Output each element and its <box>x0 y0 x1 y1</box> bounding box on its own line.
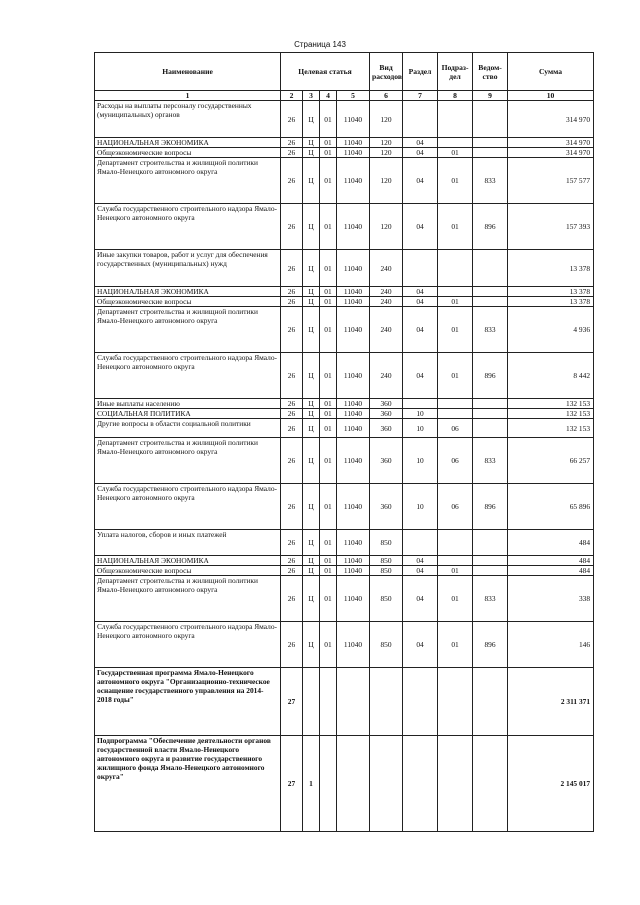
row-cell-c5: 11040 <box>337 138 370 148</box>
row-cell-c6: 850 <box>370 530 403 556</box>
row-cell-c5: 11040 <box>337 101 370 138</box>
row-cell-c5: 11040 <box>337 438 370 484</box>
row-cell-c5: 11040 <box>337 576 370 622</box>
row-name: Департамент строительства и жилищной политики Ямало-Ненецкого автономного округа <box>95 307 281 353</box>
row-cell-c7: 10 <box>403 438 438 484</box>
row-cell-c7 <box>403 250 438 287</box>
row-cell-c3 <box>303 668 320 736</box>
column-number: 3 <box>303 91 320 101</box>
row-sum: 314 970 <box>508 148 594 158</box>
row-cell-c4: 01 <box>320 204 337 250</box>
row-cell-c4: 01 <box>320 566 337 576</box>
row-cell-c3: Ц <box>303 556 320 566</box>
row-name: НАЦИОНАЛЬНАЯ ЭКОНОМИКА <box>95 556 281 566</box>
row-cell-c6: 120 <box>370 138 403 148</box>
row-cell-c4: 01 <box>320 148 337 158</box>
row-cell-c7 <box>403 668 438 736</box>
row-cell-c6: 120 <box>370 101 403 138</box>
row-cell-c8 <box>438 530 473 556</box>
row-cell-c4: 01 <box>320 419 337 438</box>
row-cell-c3: Ц <box>303 566 320 576</box>
row-cell-c3: Ц <box>303 399 320 409</box>
row-name: Государственная программа Ямало-Ненецкого автономного округа "Организационно-техническое оснащение государственного управления на 2014-2018 годы" <box>95 668 281 736</box>
row-cell-c3: Ц <box>303 576 320 622</box>
row-cell-c5: 11040 <box>337 530 370 556</box>
row-sum: 484 <box>508 566 594 576</box>
row-cell-c2: 26 <box>281 353 303 399</box>
row-cell-c2: 26 <box>281 204 303 250</box>
row-cell-c8: 01 <box>438 566 473 576</box>
row-cell-c7: 04 <box>403 138 438 148</box>
table-row <box>95 250 594 287</box>
header-row <box>95 53 594 91</box>
column-number-row <box>95 91 594 101</box>
row-cell-c4 <box>320 668 337 736</box>
row-cell-c8: 01 <box>438 353 473 399</box>
column-number: 7 <box>403 91 438 101</box>
row-cell-c9 <box>473 736 508 832</box>
row-cell-c2: 26 <box>281 576 303 622</box>
row-name: Служба государственного строительного надзора Ямало-Ненецкого автономного округа <box>95 353 281 399</box>
row-cell-c9: 833 <box>473 307 508 353</box>
table-row <box>95 307 594 353</box>
row-cell-c2: 26 <box>281 101 303 138</box>
row-cell-c7: 04 <box>403 566 438 576</box>
row-cell-c6 <box>370 736 403 832</box>
table-row <box>95 622 594 668</box>
row-cell-c9 <box>473 138 508 148</box>
row-cell-c4: 01 <box>320 250 337 287</box>
table-row <box>95 101 594 138</box>
row-cell-c8: 01 <box>438 297 473 307</box>
row-cell-c6: 240 <box>370 307 403 353</box>
row-cell-c5: 11040 <box>337 148 370 158</box>
row-cell-c2: 26 <box>281 158 303 204</box>
row-sum: 4 936 <box>508 307 594 353</box>
row-cell-c4 <box>320 736 337 832</box>
row-cell-c2: 26 <box>281 622 303 668</box>
row-cell-c3: Ц <box>303 287 320 297</box>
row-cell-c5 <box>337 668 370 736</box>
row-cell-c9 <box>473 530 508 556</box>
header-target-article: Целевая статья <box>281 53 370 91</box>
row-cell-c4: 01 <box>320 287 337 297</box>
row-cell-c7: 04 <box>403 622 438 668</box>
row-cell-c6: 850 <box>370 622 403 668</box>
row-cell-c7: 04 <box>403 297 438 307</box>
table-row <box>95 148 594 158</box>
row-cell-c7: 10 <box>403 419 438 438</box>
header-department: Ведом-ство <box>473 53 508 91</box>
row-cell-c2: 26 <box>281 297 303 307</box>
row-cell-c9: 833 <box>473 158 508 204</box>
row-cell-c2: 26 <box>281 138 303 148</box>
row-cell-c8: 06 <box>438 419 473 438</box>
row-cell-c8: 06 <box>438 484 473 530</box>
row-sum: 65 896 <box>508 484 594 530</box>
column-number: 8 <box>438 91 473 101</box>
row-cell-c4: 01 <box>320 138 337 148</box>
row-cell-c2: 26 <box>281 399 303 409</box>
table-row <box>95 530 594 556</box>
row-sum: 146 <box>508 622 594 668</box>
row-name: Департамент строительства и жилищной политики Ямало-Ненецкого автономного округа <box>95 158 281 204</box>
table-row <box>95 419 594 438</box>
row-cell-c6: 240 <box>370 297 403 307</box>
row-cell-c7: 10 <box>403 409 438 419</box>
row-cell-c4: 01 <box>320 622 337 668</box>
row-cell-c8 <box>438 668 473 736</box>
row-cell-c5: 11040 <box>337 622 370 668</box>
row-name: Департамент строительства и жилищной политики Ямало-Ненецкого автономного округа <box>95 576 281 622</box>
row-cell-c5: 11040 <box>337 204 370 250</box>
row-sum: 484 <box>508 556 594 566</box>
row-cell-c5: 11040 <box>337 399 370 409</box>
table-row <box>95 399 594 409</box>
column-number: 6 <box>370 91 403 101</box>
row-cell-c6: 240 <box>370 287 403 297</box>
row-sum: 314 970 <box>508 101 594 138</box>
row-cell-c4: 01 <box>320 484 337 530</box>
row-sum: 13 378 <box>508 287 594 297</box>
table-row <box>95 566 594 576</box>
row-cell-c6: 360 <box>370 438 403 484</box>
row-cell-c5: 11040 <box>337 409 370 419</box>
table-row <box>95 438 594 484</box>
header-subsection: Подраз-дел <box>438 53 473 91</box>
column-number: 5 <box>337 91 370 101</box>
row-cell-c9 <box>473 566 508 576</box>
row-cell-c8 <box>438 409 473 419</box>
row-cell-c9: 896 <box>473 204 508 250</box>
row-cell-c6: 850 <box>370 576 403 622</box>
row-sum: 2 311 371 <box>508 668 594 736</box>
row-cell-c2: 26 <box>281 250 303 287</box>
row-cell-c5: 11040 <box>337 484 370 530</box>
row-cell-c3: 1 <box>303 736 320 832</box>
row-cell-c9: 896 <box>473 353 508 399</box>
row-cell-c3: Ц <box>303 419 320 438</box>
row-name: НАЦИОНАЛЬНАЯ ЭКОНОМИКА <box>95 138 281 148</box>
row-sum: 132 153 <box>508 409 594 419</box>
row-cell-c7: 04 <box>403 353 438 399</box>
row-sum: 157 577 <box>508 158 594 204</box>
row-sum: 484 <box>508 530 594 556</box>
row-cell-c9 <box>473 250 508 287</box>
row-cell-c7 <box>403 399 438 409</box>
row-cell-c2: 26 <box>281 556 303 566</box>
header-expense-type: Вид расходов <box>370 53 403 91</box>
row-cell-c7: 04 <box>403 307 438 353</box>
table-row <box>95 484 594 530</box>
row-cell-c4: 01 <box>320 530 337 556</box>
row-cell-c8: 01 <box>438 622 473 668</box>
row-cell-c2: 26 <box>281 419 303 438</box>
table-row <box>95 353 594 399</box>
row-cell-c9: 833 <box>473 576 508 622</box>
row-cell-c9 <box>473 556 508 566</box>
row-cell-c5: 11040 <box>337 297 370 307</box>
row-cell-c8: 01 <box>438 148 473 158</box>
row-cell-c6: 240 <box>370 250 403 287</box>
column-number: 9 <box>473 91 508 101</box>
table-row <box>95 158 594 204</box>
row-sum: 13 378 <box>508 250 594 287</box>
row-cell-c8 <box>438 101 473 138</box>
table-row <box>95 204 594 250</box>
row-cell-c2: 26 <box>281 287 303 297</box>
row-cell-c8: 01 <box>438 307 473 353</box>
row-cell-c4: 01 <box>320 158 337 204</box>
row-cell-c4: 01 <box>320 353 337 399</box>
row-cell-c7: 10 <box>403 484 438 530</box>
row-cell-c2: 27 <box>281 668 303 736</box>
row-sum: 132 153 <box>508 419 594 438</box>
row-cell-c2: 26 <box>281 530 303 556</box>
row-cell-c8: 01 <box>438 204 473 250</box>
row-cell-c4: 01 <box>320 556 337 566</box>
row-cell-c5: 11040 <box>337 419 370 438</box>
row-cell-c5 <box>337 736 370 832</box>
row-cell-c6: 240 <box>370 353 403 399</box>
row-cell-c8 <box>438 250 473 287</box>
row-name: Другие вопросы в области социальной политики <box>95 419 281 438</box>
row-cell-c6: 360 <box>370 484 403 530</box>
row-cell-c5: 11040 <box>337 287 370 297</box>
row-sum: 157 393 <box>508 204 594 250</box>
row-cell-c7: 04 <box>403 158 438 204</box>
column-number: 2 <box>281 91 303 101</box>
row-name: Расходы на выплаты персоналу государственных (муниципальных) органов <box>95 101 281 138</box>
row-name: Уплата налогов, сборов и иных платежей <box>95 530 281 556</box>
header-section: Раздел <box>403 53 438 91</box>
row-cell-c9 <box>473 287 508 297</box>
row-name: Служба государственного строительного надзора Ямало-Ненецкого автономного округа <box>95 622 281 668</box>
table-row <box>95 668 594 736</box>
row-cell-c8 <box>438 138 473 148</box>
table-row <box>95 409 594 419</box>
row-cell-c9 <box>473 399 508 409</box>
row-cell-c7: 04 <box>403 287 438 297</box>
row-cell-c5: 11040 <box>337 566 370 576</box>
row-cell-c3: Ц <box>303 158 320 204</box>
row-cell-c2: 26 <box>281 409 303 419</box>
row-cell-c2: 26 <box>281 484 303 530</box>
row-cell-c8: 01 <box>438 576 473 622</box>
row-cell-c3: Ц <box>303 101 320 138</box>
row-cell-c6: 120 <box>370 204 403 250</box>
row-name: Служба государственного строительного надзора Ямало-Ненецкого автономного округа <box>95 204 281 250</box>
row-cell-c2: 26 <box>281 307 303 353</box>
table-row <box>95 576 594 622</box>
row-cell-c8 <box>438 399 473 409</box>
row-cell-c5: 11040 <box>337 250 370 287</box>
row-cell-c3: Ц <box>303 409 320 419</box>
row-cell-c7: 04 <box>403 556 438 566</box>
row-cell-c7: 04 <box>403 204 438 250</box>
row-name: Общеэкономические вопросы <box>95 148 281 158</box>
row-cell-c5: 11040 <box>337 556 370 566</box>
row-cell-c6: 850 <box>370 556 403 566</box>
row-cell-c3: Ц <box>303 530 320 556</box>
row-name: СОЦИАЛЬНАЯ ПОЛИТИКА <box>95 409 281 419</box>
row-name: Иные закупки товаров, работ и услуг для обеспечения государственных (муниципальных) нужд <box>95 250 281 287</box>
header-name: Наименование <box>95 53 281 91</box>
row-cell-c8 <box>438 287 473 297</box>
row-cell-c4: 01 <box>320 438 337 484</box>
row-name: Общеэкономические вопросы <box>95 566 281 576</box>
row-cell-c4: 01 <box>320 399 337 409</box>
row-cell-c5: 11040 <box>337 307 370 353</box>
row-cell-c6: 360 <box>370 399 403 409</box>
row-cell-c2: 27 <box>281 736 303 832</box>
row-cell-c2: 26 <box>281 148 303 158</box>
row-name: Департамент строительства и жилищной политики Ямало-Ненецкого автономного округа <box>95 438 281 484</box>
row-cell-c8: 01 <box>438 158 473 204</box>
row-sum: 132 153 <box>508 399 594 409</box>
row-cell-c7: 04 <box>403 576 438 622</box>
row-cell-c3: Ц <box>303 484 320 530</box>
column-number: 1 <box>95 91 281 101</box>
row-cell-c6: 120 <box>370 158 403 204</box>
budget-table <box>94 52 594 832</box>
row-cell-c9 <box>473 297 508 307</box>
row-cell-c2: 26 <box>281 566 303 576</box>
row-cell-c5: 11040 <box>337 158 370 204</box>
row-name: Подпрограмма "Обеспечение деятельности органов государственной власти Ямало-Ненецкого автономного округа и развитие государственного жилищного фонда Ямало-Ненецкого автономного округа" <box>95 736 281 832</box>
table-row <box>95 297 594 307</box>
row-cell-c3: Ц <box>303 138 320 148</box>
table-row <box>95 556 594 566</box>
row-sum: 2 145 017 <box>508 736 594 832</box>
page-number-label: Страница 143 <box>294 40 346 49</box>
row-cell-c4: 01 <box>320 101 337 138</box>
row-sum: 314 970 <box>508 138 594 148</box>
row-cell-c6 <box>370 668 403 736</box>
row-cell-c8: 06 <box>438 438 473 484</box>
row-cell-c4: 01 <box>320 307 337 353</box>
row-cell-c9 <box>473 148 508 158</box>
row-cell-c9: 896 <box>473 484 508 530</box>
row-cell-c8 <box>438 556 473 566</box>
column-number: 4 <box>320 91 337 101</box>
row-name: Иные выплаты населению <box>95 399 281 409</box>
row-cell-c9 <box>473 101 508 138</box>
row-cell-c3: Ц <box>303 250 320 287</box>
row-cell-c7: 04 <box>403 148 438 158</box>
row-cell-c5: 11040 <box>337 353 370 399</box>
row-cell-c3: Ц <box>303 307 320 353</box>
row-name: Общеэкономические вопросы <box>95 297 281 307</box>
column-number: 10 <box>508 91 594 101</box>
row-cell-c4: 01 <box>320 409 337 419</box>
row-cell-c4: 01 <box>320 576 337 622</box>
row-cell-c9 <box>473 409 508 419</box>
row-cell-c9: 833 <box>473 438 508 484</box>
row-sum: 13 378 <box>508 297 594 307</box>
row-cell-c2: 26 <box>281 438 303 484</box>
row-sum: 8 442 <box>508 353 594 399</box>
row-cell-c3: Ц <box>303 353 320 399</box>
row-cell-c9: 896 <box>473 622 508 668</box>
header-sum: Сумма <box>508 53 594 91</box>
row-cell-c8 <box>438 736 473 832</box>
table-row <box>95 138 594 148</box>
row-cell-c7 <box>403 530 438 556</box>
row-cell-c9 <box>473 419 508 438</box>
row-name: Служба государственного строительного надзора Ямало-Ненецкого автономного округа <box>95 484 281 530</box>
row-sum: 66 257 <box>508 438 594 484</box>
row-cell-c3: Ц <box>303 297 320 307</box>
table-row <box>95 287 594 297</box>
row-cell-c3: Ц <box>303 622 320 668</box>
row-cell-c3: Ц <box>303 148 320 158</box>
row-cell-c3: Ц <box>303 204 320 250</box>
row-cell-c6: 360 <box>370 409 403 419</box>
row-cell-c4: 01 <box>320 297 337 307</box>
row-sum: 338 <box>508 576 594 622</box>
row-cell-c7 <box>403 736 438 832</box>
row-cell-c3: Ц <box>303 438 320 484</box>
row-cell-c6: 360 <box>370 419 403 438</box>
table-row <box>95 736 594 832</box>
row-cell-c6: 850 <box>370 566 403 576</box>
row-cell-c6: 120 <box>370 148 403 158</box>
row-name: НАЦИОНАЛЬНАЯ ЭКОНОМИКА <box>95 287 281 297</box>
row-cell-c9 <box>473 668 508 736</box>
row-cell-c7 <box>403 101 438 138</box>
